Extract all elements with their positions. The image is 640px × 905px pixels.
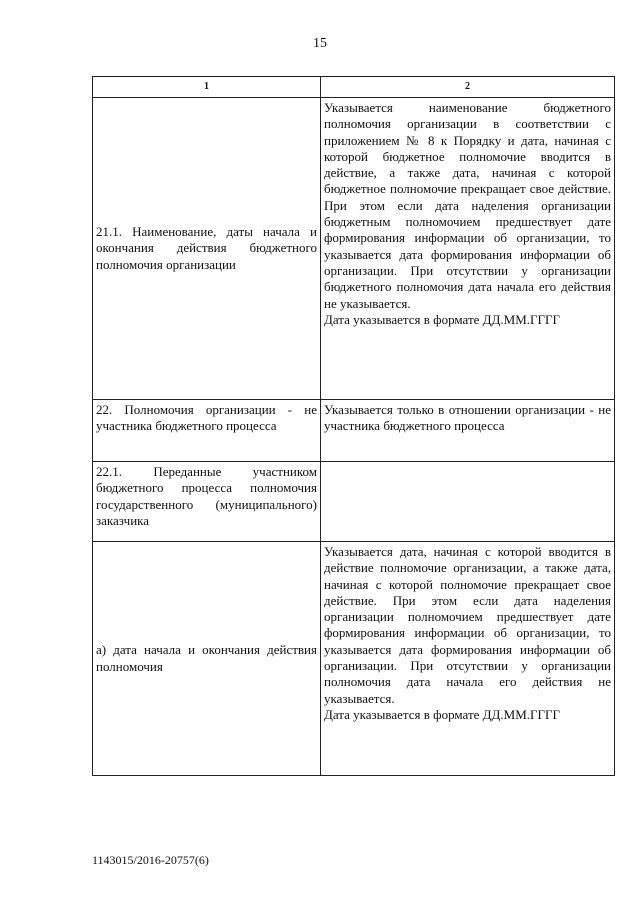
requirements-table [92,76,615,776]
description-paragraph: Дата указывается в формате ДД.ММ.ГГГГ [324,706,561,722]
table-row [93,400,615,462]
row-field-name: 21.1. Наименование, даты начала и окончания действия бюджетного полномочия организации [93,98,321,400]
row-field-name: а) дата начала и окончания действия полномочия [93,542,321,776]
table-row [93,98,615,400]
row-field-description [321,462,615,542]
description-paragraph: Указывается только в отношении организации - не участника бюджетного процесса [324,402,611,434]
row-field-name: 22. Полномочия организации - не участника бюджетного процесса [93,400,321,462]
description-paragraph: Указывается наименование бюджетного полномочия организации в соответствии с приложением № 8 к Порядку и дата, начиная с которой бюджетное полномочие вводится в действие, а также дата, начиная с которой бюджетное полномочие прекращает свое действие. При этом если дата наделения организации бюджетным полномочием предшествует дате формирования информации об организации, то указывается дата формирования информации об организации. При отсутствии у организации бюджетного полномочия дата начала его действия не указывается. [324,100,611,311]
row-field-name: 22.1. Переданные участником бюджетного процесса полномочия государственного (муниципального) заказчика [93,462,321,542]
document-id: 1143015/2016-20757(6) [92,853,209,867]
table-header-row [93,77,615,98]
table-row [93,462,615,542]
page-number: 15 [313,36,327,51]
row-field-description [321,542,615,776]
row-field-description [321,400,615,462]
column-header-1: 1 [93,77,321,98]
table-row [93,542,615,776]
row-field-description [321,98,615,400]
column-header-2: 2 [321,77,615,98]
description-paragraph: Указывается дата, начиная с которой вводится в действие полномочие организации, а также дата, начиная с которой полномочие прекращает свое действие. При этом если дата наделения организации полномочием предшествует дате формирования информации об организации, то указывается дата формирования информации об организации. При отсутствии у организации полномочия дата начала его действия не указывается. [324,544,611,706]
description-paragraph: Дата указывается в формате ДД.ММ.ГГГГ [324,311,561,327]
